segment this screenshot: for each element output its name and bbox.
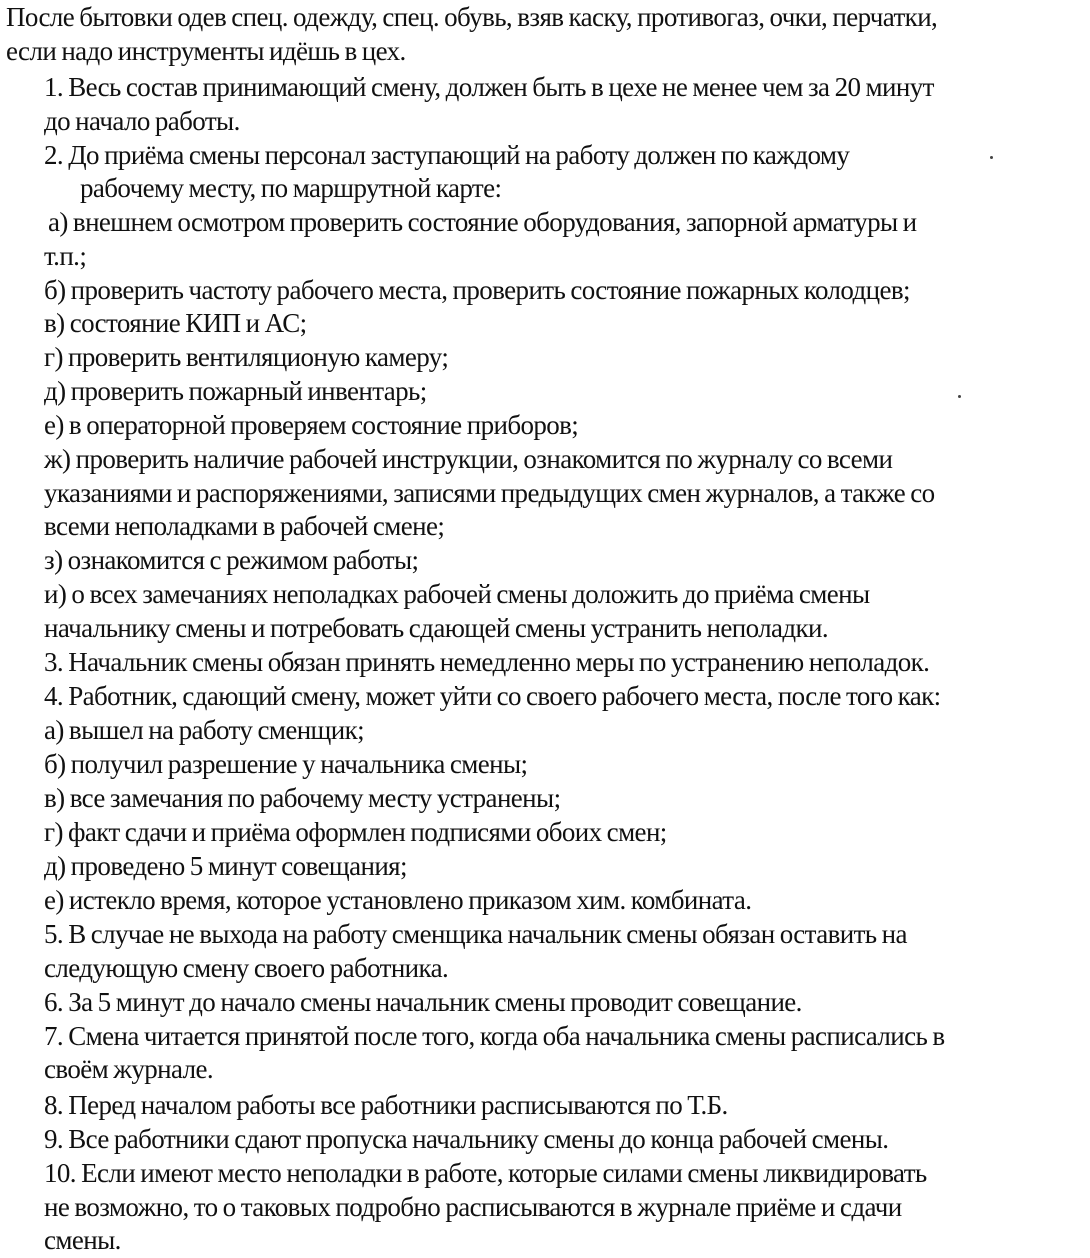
item-10-line-2: не возможно, то о таковых подробно расписываются в журнале приёме и сдачи	[44, 1192, 902, 1222]
item-2v: в) состояние КИП и АС;	[44, 308, 307, 338]
item-1-line-2: до начало работы.	[44, 106, 240, 136]
item-2zh-line-2: указаниями и распоряжениями, записями предыдущих смен журналов, а также со	[44, 478, 935, 508]
item-4: 4. Работник, сдающий смену, может уйти со своего рабочего места, после того как:	[44, 681, 941, 711]
item-2zh-line-3: всеми неполадками в рабочей смене;	[44, 511, 445, 541]
item-2i-line-1: и) о всех замечаниях неполадках рабочей смены доложить до приёма смены	[44, 579, 870, 609]
item-10-line-3: смены.	[44, 1225, 121, 1255]
item-5-line-1: 5. В случае не выхода на работу сменщика начальник смены обязан оставить на	[44, 919, 907, 949]
item-1-line-1: 1. Весь состав принимающий смену, должен быть в цехе не менее чем за 20 минут	[44, 72, 934, 102]
item-2g: г) проверить вентиляционую камеру;	[44, 342, 449, 372]
item-4g: г) факт сдачи и приёма оформлен подписями обоих смен;	[44, 817, 667, 847]
item-2e: е) в операторной проверяем состояние приборов;	[44, 410, 579, 440]
item-2b: б) проверить частоту рабочего места, проверить состояние пожарных колодцев;	[44, 275, 910, 305]
item-8: 8. Перед началом работы все работники расписываются по Т.Б.	[44, 1090, 728, 1120]
item-10-line-1: 10. Если имеют место неполадки в работе, которые силами смены ликвидировать	[44, 1158, 927, 1188]
item-2d: д) проверить пожарный инвентарь;	[44, 376, 427, 406]
item-6: 6. За 5 минут до начало смены начальник смены проводит совещание.	[44, 987, 802, 1017]
item-4b: б) получил разрешение у начальника смены;	[44, 749, 528, 779]
item-4a: а) вышел на работу сменщик;	[44, 715, 365, 745]
item-4e: е) истекло время, которое установлено приказом хим. комбината.	[44, 885, 752, 915]
item-2a-line-1: а) внешнем осмотром проверить состояние оборудования, запорной арматуры и	[48, 207, 917, 237]
item-2-line-2: рабочему месту, по маршрутной карте:	[80, 173, 502, 203]
item-7-line-2: своём журнале.	[44, 1054, 214, 1084]
item-2i-line-2: начальнику смены и потребовать сдающей смены устранить неполадки.	[44, 613, 829, 643]
item-5-line-2: следующую смену своего работника.	[44, 953, 449, 983]
scan-speck	[958, 395, 961, 398]
scan-speck	[990, 156, 993, 159]
item-7-line-1: 7. Смена читается принятой после того, когда оба начальника смены расписались в	[44, 1021, 945, 1051]
item-9: 9. Все работники сдают пропуска начальнику смены до конца рабочей смены.	[44, 1124, 889, 1154]
item-2-line-1: 2. До приёма смены персонал заступающий на работу должен по каждому	[44, 140, 850, 170]
intro-line-2: если надо инструменты идёшь в цех.	[6, 36, 406, 66]
item-4v: в) все замечания по рабочему месту устранены;	[44, 783, 561, 813]
item-2z: з) ознакомится с режимом работы;	[44, 545, 419, 575]
item-3: 3. Начальник смены обязан принять немедленно меры по устранению неполадок.	[44, 647, 930, 677]
item-2a-line-2: т.п.;	[44, 241, 87, 271]
intro-line-1: После бытовки одев спец. одежду, спец. обувь, взяв каску, противогаз, очки, перчатки,	[6, 2, 938, 32]
item-2zh-line-1: ж) проверить наличие рабочей инструкции, ознакомится по журналу со всеми	[44, 444, 893, 474]
item-4d: д) проведено 5 минут совещания;	[44, 851, 407, 881]
